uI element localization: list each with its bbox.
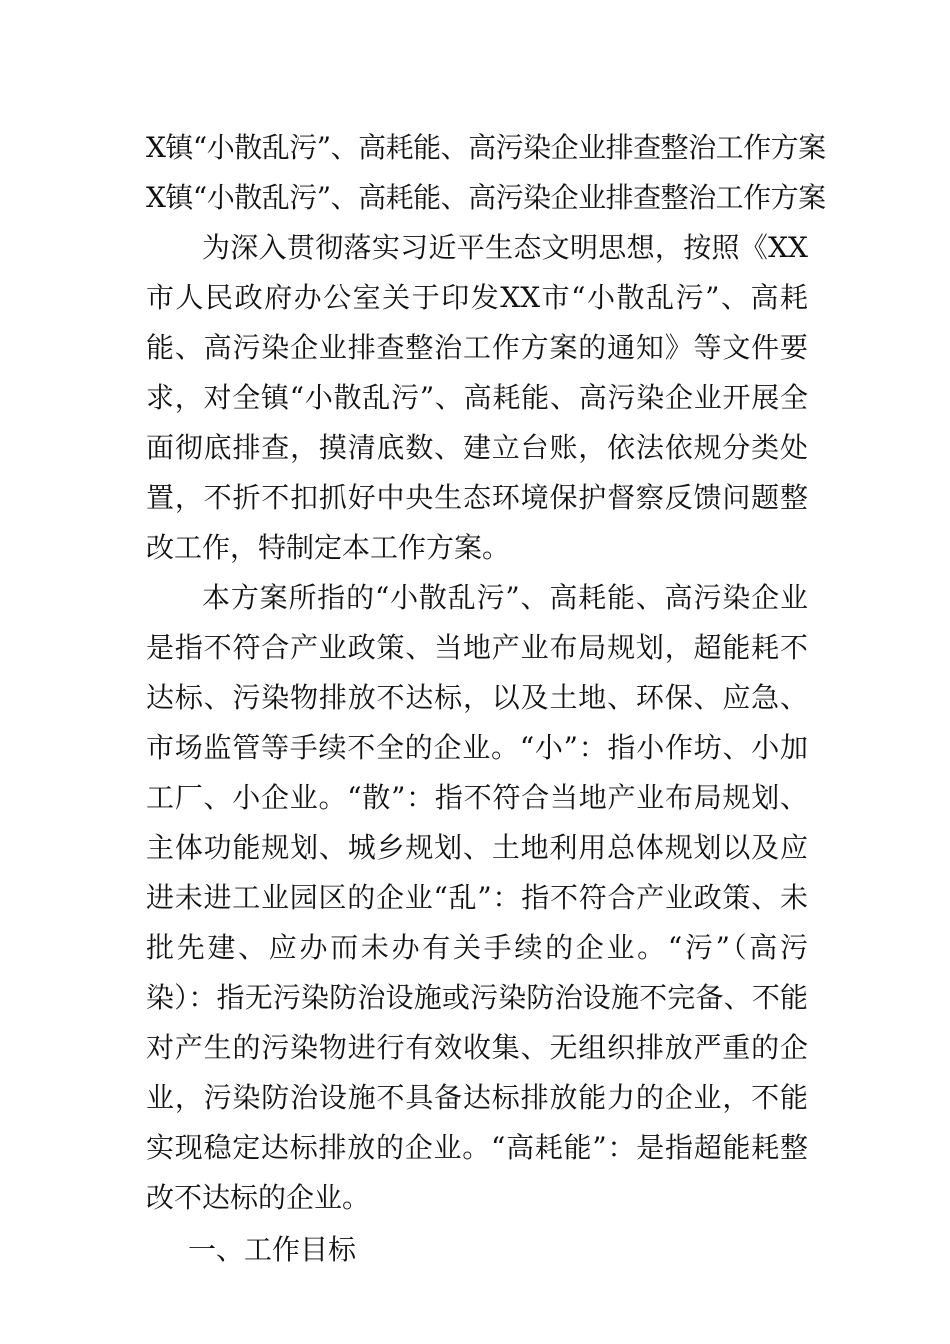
- document-title-line-1: X镇“小散乱污”、高耗能、高污染企业排查整治工作方案: [146, 131, 826, 164]
- paragraph-definitions: 本方案所指的“小散乱污”、高耗能、高污染企业是指不符合产业政策、当地产业布局规划，超能耗不达标、污染物排放不达标，以及土地、环保、应急、市场监管等手续不全的企业。“小”：指小作坊、小加工厂、小企业。“散”：指不符合当地产业布局规划、主体功能规划、城乡规划、土地利用总体规划以及应进未进工业园区的企业“乱”：指不符合产业政策、未批先建、应办而未办有关手续的企业。“污”（高污染）：指无污染防治设施或污染防治设施不完备、不能对产生的污染物进行有效收集、无组织排放严重的企业，污染防治设施不具备达标排放能力的企业，不能实现稳定达标排放的企业。“高耗能”：是指超能耗整改不达标的企业。: [146, 581, 808, 1214]
- document-title-line-2: X镇“小散乱污”、高耗能、高污染企业排查整治工作方案: [146, 181, 826, 214]
- section-heading: 一、工作目标: [188, 1233, 357, 1266]
- paragraph-intro: 为深入贯彻落实习近平生态文明思想，按照《XX市人民政府办公室关于印发XX市“小散乱污”、高耗能、高污染企业排查整治工作方案的通知》等文件要求，对全镇“小散乱污”、高耗能、高污染企业开展全面彻底排查，摸清底数、建立台账，依法依规分类处置，不折不扣抓好中央生态环境保护督察反馈问题整改工作，特制定本工作方案。: [146, 231, 808, 564]
- document-body: [146, 123, 826, 1275]
